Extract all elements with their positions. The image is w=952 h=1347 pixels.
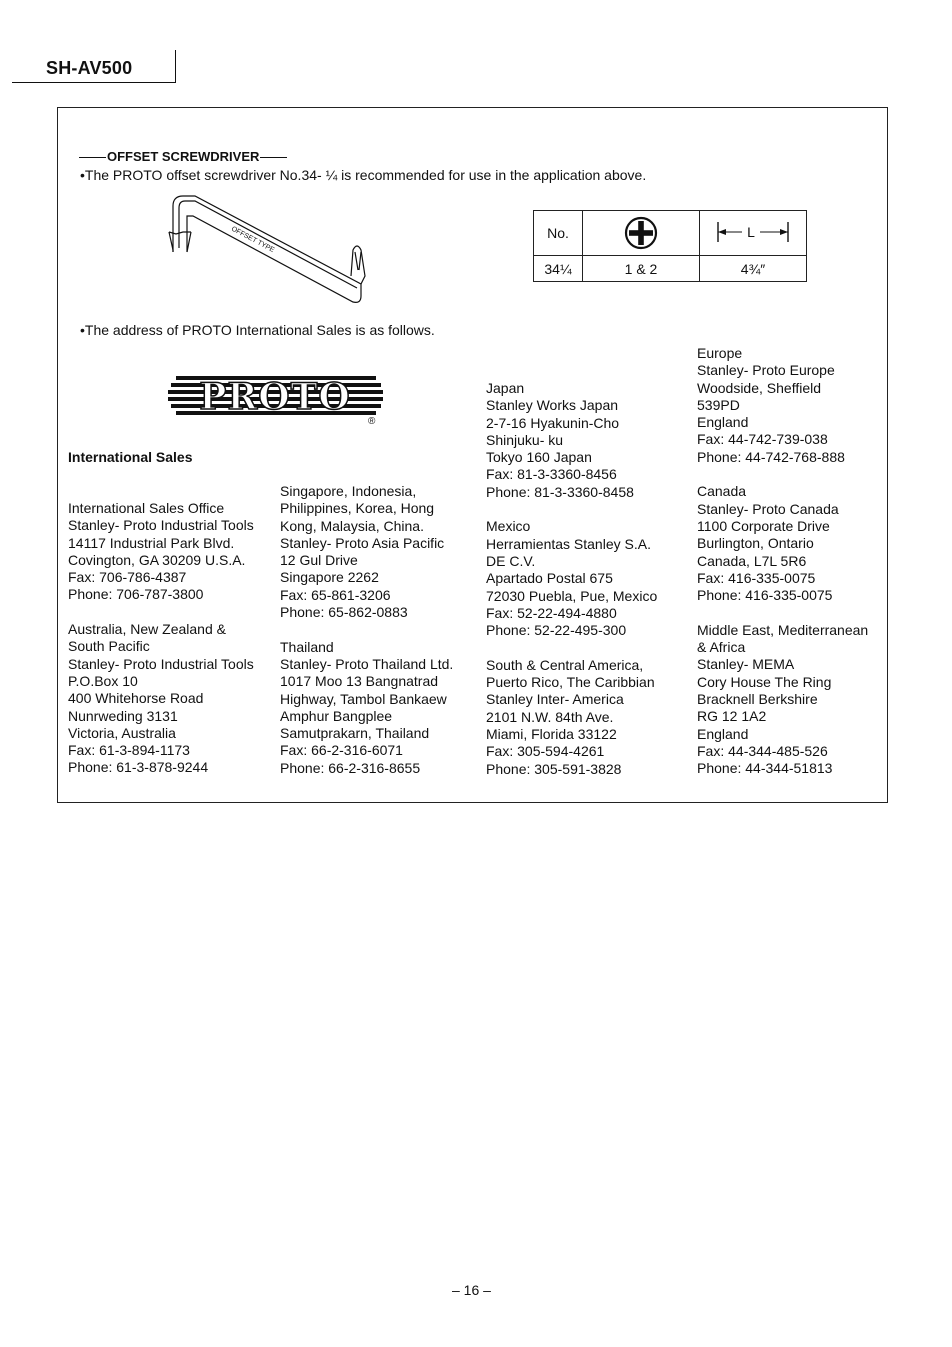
address-line: Fax: 81-3-3360-8456 xyxy=(486,466,617,483)
logo-registered-mark: ® xyxy=(368,416,376,427)
spec-header-length xyxy=(700,211,807,256)
address-line: Fax: 52-22-494-4880 xyxy=(486,604,617,621)
address-line: Phone: 65-862-0883 xyxy=(280,604,408,621)
address-column-1 xyxy=(68,500,254,777)
heading-dash-left xyxy=(79,157,106,158)
length-dimension-icon-right xyxy=(759,221,789,243)
spec-header-no: No. xyxy=(534,211,583,256)
logo-wordmark: PROTO xyxy=(199,376,351,418)
address-line: Fax: 305-594-4261 xyxy=(486,743,605,760)
address-line: Stanley- Proto Asia Pacific xyxy=(280,534,445,551)
address-line: Phone: 66-2-316-8655 xyxy=(280,759,421,776)
address-line: Amphur Bangplee xyxy=(280,707,393,724)
address-line: Philippines, Korea, Hong xyxy=(280,500,435,517)
address-line: Covington, GA 30209 U.S.A. xyxy=(68,551,246,568)
address-line: Singapore, Indonesia, xyxy=(280,483,417,499)
address-line: Apartado Postal 675 xyxy=(486,570,613,587)
address-line: Fax: 416-335-0075 xyxy=(697,569,816,586)
address-line: Phone: 81-3-3360-8458 xyxy=(486,483,634,500)
address-line: P.O.Box 10 xyxy=(68,672,138,689)
address-line: 1100 Corporate Drive xyxy=(697,517,830,534)
address-line: Phone: 44-344-51813 xyxy=(697,760,833,777)
address-line xyxy=(697,466,868,483)
address-line: Canada xyxy=(697,483,747,500)
address-intro: •The address of PROTO International Sales is as follows. xyxy=(80,322,435,338)
address-line: 539PD xyxy=(697,396,740,413)
address-line: Stanley- MEMA xyxy=(697,656,795,673)
address-line: Shinjuku- ku xyxy=(486,431,564,448)
address-line: RG 12 1A2 xyxy=(697,708,767,725)
address-line: Fax: 44-742-739-038 xyxy=(697,431,828,448)
address-line xyxy=(486,639,657,656)
address-line: Stanley Works Japan xyxy=(486,397,619,414)
address-line: Cory House The Ring xyxy=(697,673,832,690)
length-label: L xyxy=(747,223,755,240)
address-line: Fax: 706-786-4387 xyxy=(68,569,187,586)
proto-logo xyxy=(168,370,383,428)
address-column-2 xyxy=(280,483,453,777)
model-label: SH-AV500 xyxy=(46,58,133,78)
international-sales-label: International Sales xyxy=(68,449,193,465)
heading-dash-right xyxy=(260,157,287,158)
address-line: 1017 Moo 13 Bangnatrad xyxy=(280,673,439,690)
length-dimension-icon xyxy=(717,221,743,243)
address-column-3 xyxy=(486,380,657,778)
address-line: South Pacific xyxy=(68,638,150,655)
address-line: Australia, New Zealand & xyxy=(68,621,226,638)
address-line: Phone: 706-787-3800 xyxy=(68,586,204,603)
address-line: Stanley Inter- America xyxy=(486,691,624,708)
address-line: Stanley- Proto Industrial Tools xyxy=(68,517,254,534)
address-line: Fax: 44-344-485-526 xyxy=(697,742,828,759)
section-heading xyxy=(78,149,288,164)
address-line xyxy=(486,501,657,518)
address-line: Fax: 66-2-316-6071 xyxy=(280,742,403,759)
spec-table xyxy=(533,210,807,282)
address-line: Miami, Florida 33122 xyxy=(486,725,617,742)
address-line: 2101 N.W. 84th Ave. xyxy=(486,708,614,725)
address-line: Victoria, Australia xyxy=(68,724,176,741)
spec-value-point: 1 & 2 xyxy=(583,256,700,282)
address-line: Bracknell Berkshire xyxy=(697,690,818,707)
address-line: Samutprakarn, Thailand xyxy=(280,725,430,742)
tool-engraving: OFFSET TYPE xyxy=(230,225,276,255)
address-line xyxy=(697,604,868,621)
address-line: Tokyo 160 Japan xyxy=(486,449,592,466)
address-line: DE C.V. xyxy=(486,552,536,569)
address-line: Stanley- Proto Thailand Ltd. xyxy=(280,655,454,672)
offset-screwdriver-illustration xyxy=(165,192,375,307)
spec-value-no: 34¼ xyxy=(534,256,583,282)
address-line xyxy=(280,621,453,638)
address-line: Burlington, Ontario xyxy=(697,535,814,552)
address-line: Phone: 52-22-495-300 xyxy=(486,622,627,639)
address-line: Mexico xyxy=(486,518,531,535)
address-line: Phone: 305-591-3828 xyxy=(486,760,622,777)
address-line: Puerto Rico, The Caribbian xyxy=(486,674,655,691)
address-line: 400 Whitehorse Road xyxy=(68,690,204,707)
address-line: Phone: 61-3-878-9244 xyxy=(68,759,209,776)
model-rule-vertical xyxy=(175,50,176,83)
address-line: 14117 Industrial Park Blvd. xyxy=(68,534,235,551)
address-line: 72030 Puebla, Pue, Mexico xyxy=(486,587,658,604)
address-line: Fax: 61-3-894-1173 xyxy=(68,742,190,759)
page-number: – 16 – xyxy=(452,1282,491,1298)
model-rule-horizontal xyxy=(12,82,175,83)
recommendation-text: •The PROTO offset screwdriver No.34- ¼ is recommended for use in the application above. xyxy=(80,167,647,183)
address-line: Stanley- Proto Canada xyxy=(697,500,839,517)
address-line: Phone: 416-335-0075 xyxy=(697,587,833,604)
section-title: OFFSET SCREWDRIVER xyxy=(107,149,260,164)
address-line: Stanley- Proto Industrial Tools xyxy=(68,655,254,672)
address-line: England xyxy=(697,414,749,431)
address-line: Kong, Malaysia, China. xyxy=(280,517,424,534)
address-line: Woodside, Sheffield xyxy=(697,379,822,396)
address-line: Europe xyxy=(697,345,743,361)
address-line: & Africa xyxy=(697,639,746,656)
address-line: England xyxy=(697,725,749,742)
address-line: Highway, Tambol Bankaew xyxy=(280,690,447,707)
spec-header-point xyxy=(583,211,700,256)
address-line xyxy=(68,604,254,621)
address-line: Singapore 2262 xyxy=(280,569,379,586)
address-line: Stanley- Proto Europe xyxy=(697,362,835,379)
address-line: Middle East, Mediterranean xyxy=(697,621,869,638)
address-line: Herramientas Stanley S.A. xyxy=(486,535,651,552)
address-line: Japan xyxy=(486,380,525,396)
address-line: International Sales Office xyxy=(68,500,225,516)
address-line: Nunrweding 3131 xyxy=(68,707,178,724)
address-line: 2-7-16 Hyakunin-Cho xyxy=(486,414,620,431)
spec-value-length: 4¾″ xyxy=(700,256,807,282)
phillips-icon xyxy=(624,216,658,250)
address-column-4 xyxy=(697,345,868,777)
address-line: South & Central America, xyxy=(486,656,644,673)
address-line: Thailand xyxy=(280,638,334,655)
address-line: Phone: 44-742-768-888 xyxy=(697,448,845,465)
address-line: 12 Gul Drive xyxy=(280,552,358,569)
address-line: Canada, L7L 5R6 xyxy=(697,552,807,569)
address-line: Fax: 65-861-3206 xyxy=(280,586,391,603)
